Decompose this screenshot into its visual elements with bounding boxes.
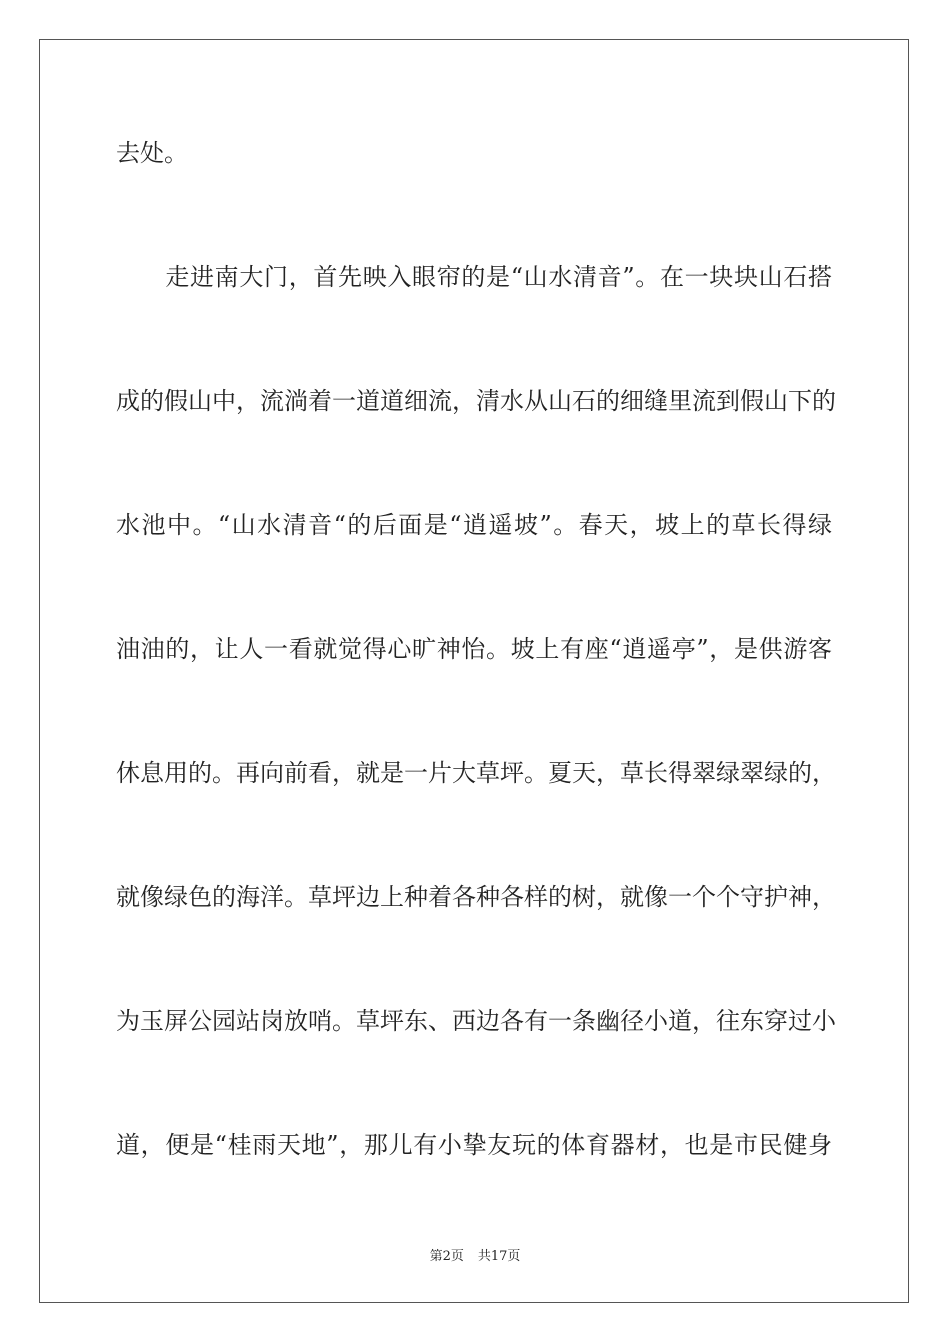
- paragraph-line-8: 为玉屏公园站岗放哨。草坪东、西边各有一条幽径小道，往东穿过小: [116, 1007, 836, 1035]
- current-page-number: 第2页: [429, 1249, 464, 1264]
- page-footer: [0, 1248, 950, 1266]
- paragraph-line-4: 水池中。“山水清音“的后面是“逍遥坡”。春天，坡上的草长得绿: [116, 511, 832, 539]
- paragraph-line-5: 油油的，让人一看就觉得心旷神怡。坡上有座“逍遥亭”，是供游客: [116, 635, 832, 663]
- paragraph-line-9: 道，便是“桂雨天地”，那儿有小挚友玩的体育器材，也是市民健身: [116, 1131, 832, 1159]
- total-page-count: 共17页: [477, 1249, 521, 1264]
- paragraph-line-1: 去处。: [116, 139, 188, 167]
- paragraph-line-6: 休息用的。再向前看，就是一片大草坪。夏天，草长得翠绿翠绿的，: [116, 759, 836, 787]
- paragraph-line-3: 成的假山中，流淌着一道道细流，清水从山石的细缝里流到假山下的: [116, 387, 836, 415]
- paragraph-line-2: 走进南大门，首先映入眼帘的是“山水清音”。在一块块山石搭: [116, 263, 832, 291]
- paragraph-line-7: 就像绿色的海洋。草坪边上种着各种各样的树，就像一个个守护神，: [116, 883, 836, 911]
- page-border: [39, 39, 909, 1303]
